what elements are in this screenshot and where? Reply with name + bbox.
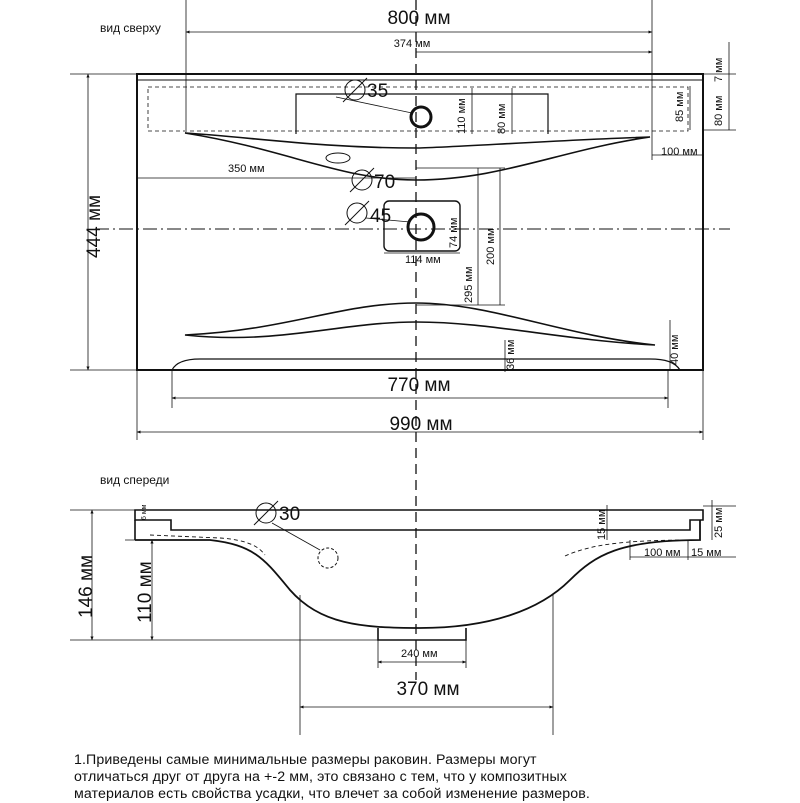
drain-hole [408, 214, 434, 240]
dim-36-label: 36 мм [505, 339, 517, 370]
dim-85-label: 85 мм [674, 91, 686, 122]
dim-100-top-label: 100 мм [661, 146, 698, 158]
front-hole-label: 30 [279, 504, 301, 525]
dim-74-label: 74 мм [448, 217, 460, 248]
front-lip [172, 359, 680, 370]
dim-146-label: 146 мм [76, 554, 97, 618]
overflow-hole [326, 153, 350, 163]
dim-800-label: 800 мм [387, 8, 451, 29]
footnote-line: 1.Приведены самые минимальные размеры раковин. Размеры могут [74, 752, 537, 768]
dim-770-label: 770 мм [387, 375, 451, 396]
dim-15-side-label: 15 мм [691, 547, 722, 559]
dim-370-label: 370 мм [396, 679, 460, 700]
dim-200-label: 200 мм [485, 228, 497, 265]
dim-114-label: 114 мм [405, 254, 441, 266]
sink-outline [137, 74, 703, 370]
dim-80-side-label: 80 мм [713, 95, 725, 126]
drain-label: 45 [370, 206, 392, 227]
dim-110-label: 110 мм [456, 98, 468, 134]
dim-80-label: 80 мм [496, 103, 508, 134]
top-view-title: вид сверху [100, 21, 161, 35]
dim-295-label: 295 мм [463, 266, 475, 303]
overflow-label: 70 [374, 172, 396, 193]
dim-374-label: 374 мм [393, 38, 431, 50]
tap-hole-label: 35 [367, 81, 389, 102]
front-top-slab [135, 510, 703, 530]
dim-15-rim-label: 15 мм [596, 509, 608, 540]
bowl-profile [135, 520, 700, 628]
front-view-title: вид спереди [100, 473, 170, 487]
bowl-front-edge [185, 303, 655, 345]
tap-hole [411, 107, 431, 127]
dim-7-label: 7 мм [713, 57, 725, 82]
dim-100-front-label: 100 мм [644, 547, 681, 559]
bowl-hidden-line [150, 535, 265, 555]
dim-444-label: 444 мм [84, 194, 105, 258]
front-overflow-hole [318, 548, 338, 568]
dim-240-label: 240 мм [401, 648, 438, 660]
footnote [74, 752, 794, 803]
dim-110-front-label: 110 мм [135, 561, 156, 623]
footnote-line: отличаться друг от друга на +-2 мм, это связано с тем, что у композитных [74, 769, 567, 785]
dim-6-label: 6 мм [141, 504, 148, 520]
dim-25-label: 25 мм [713, 507, 725, 538]
footnote-line: материалов есть свойства усадки, что влечет за собой изменение размеров. [74, 786, 590, 802]
dim-990-label: 990 мм [389, 414, 453, 435]
drain-stub [378, 628, 466, 640]
dim-350-label: 350 мм [228, 163, 265, 175]
dim-40-label: 40 мм [669, 334, 681, 365]
